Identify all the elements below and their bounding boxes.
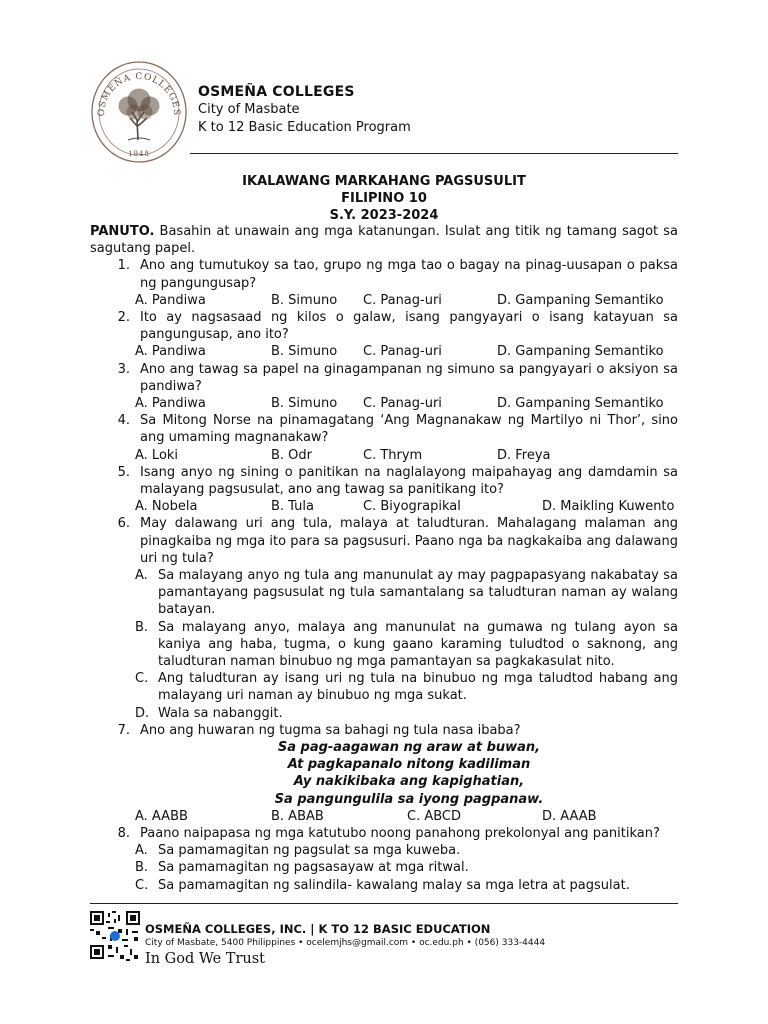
question-number: 7.	[117, 722, 130, 738]
question-text: Isang anyo ng sining o panitikan na naglalayong maipahayag ang damdamin sa malayang pagsusulat, ano ang tawag sa panitikang ito?	[140, 464, 678, 497]
choice-b: B. Odr	[271, 447, 313, 463]
question-item	[90, 412, 678, 446]
choice-c: C. Panag-uri	[363, 344, 442, 360]
question-item	[90, 257, 678, 291]
choice-a: A. Pandiwa	[135, 344, 206, 360]
choice-a: A. Loki	[135, 447, 179, 463]
choice-c: C. Panag-uri	[363, 292, 442, 308]
poem-line: Sa pag-aagawan ng araw at buwan,	[277, 740, 541, 756]
footer-divider	[90, 903, 678, 904]
svg-text:1948: 1948	[128, 150, 150, 158]
school-seal-logo	[90, 60, 188, 164]
qr-code-icon	[90, 911, 140, 963]
footer-motto: In God We Trust	[145, 951, 266, 967]
choice-d: D. Gampaning Semantiko	[497, 396, 664, 411]
option-text: Ang taludturan ay isang uri ng tula na binubuo ng mga taludtod habang ang malayang uri naman ay binubuo ng mga sukat.	[158, 671, 678, 704]
option-text: Sa malayang anyo ng tula ang manunulat ay may pagpapasyang nakabatay sa pamantayang pagsusulat ng tula samantalang sa taludturan naman ay walang batayan.	[158, 567, 678, 618]
exam-title: IKALAWANG MARKAHANG PAGSUSULIT	[242, 174, 526, 189]
choice-row	[135, 498, 678, 515]
choice-c: C. Thrym	[363, 447, 423, 463]
option-letter: D.	[135, 705, 150, 721]
choice-row	[135, 395, 678, 412]
question-text: May dalawang uri ang tula, malaya at taludturan. Mahalagang malaman ang pinagkaiba ng mga ito para sa pagsusuri. Paano nga ba nagkakaiba ang dalawang uri ng tula?	[140, 516, 678, 566]
question-item	[90, 515, 678, 567]
svg-text:OSMEÑA COLLEGES: OSMEÑA COLLEGES	[96, 71, 182, 117]
poem-line: At pagkapanalo nitong kadiliman	[287, 757, 531, 773]
choice-c: C. ABCD	[407, 808, 462, 824]
option-letter: B.	[135, 619, 149, 635]
choice-b: B. Simuno	[271, 292, 338, 308]
question-number: 4.	[117, 413, 130, 429]
choice-c: C. Biyograpikal	[363, 499, 461, 515]
option-text: Sa pamamagitan ng salindila- kawalang malay sa mga letra at pagsulat.	[158, 877, 630, 893]
choice-row	[135, 343, 678, 360]
school-header	[198, 83, 411, 137]
header-divider	[190, 153, 678, 154]
school-name: OSMEÑA COLLEGES	[198, 84, 355, 100]
option-letter: C.	[135, 877, 149, 893]
question-number: 5.	[117, 464, 130, 480]
choice-a: A. Pandiwa	[135, 292, 206, 308]
exam-body	[90, 223, 678, 894]
school-city: City of Masbate	[198, 102, 300, 117]
option-item	[135, 877, 678, 894]
question-item	[90, 464, 678, 498]
question-text: Ito ay nagsasaad ng kilos o galaw, isang pangyayari o isang katayuan sa pangungusap, ano ito?	[140, 310, 678, 343]
question-number: 1.	[117, 258, 130, 274]
option-text: Sa pamamagitan ng pagsulat sa mga kuweba.	[158, 843, 461, 859]
question-item	[90, 361, 678, 395]
question-text: Sa Mitong Norse na pinamagatang ‘Ang Magnanakaw ng Martilyo ni Thor’, sino ang umaming magnanakaw?	[140, 413, 678, 446]
footer	[145, 922, 545, 969]
instructions-label: PANUTO.	[90, 224, 155, 239]
question-text: Ano ang tumutukoy sa tao, grupo ng mga tao o bagay na pinag-uusapan o paksa ng pangungusap?	[140, 258, 678, 291]
choice-d: D. Freya	[497, 447, 551, 463]
exam-titles	[90, 173, 678, 224]
question-item	[90, 309, 678, 343]
option-text: Sa pamamagitan ng pagsasayaw at mga ritwal.	[158, 860, 469, 876]
option-item	[135, 705, 678, 722]
choice-d: D. Maikling Kuwento	[542, 499, 675, 515]
option-item	[135, 842, 678, 859]
choice-b: B. ABAB	[271, 808, 324, 824]
school-program: K to 12 Basic Education Program	[198, 120, 411, 135]
poem-line: Sa pangungulila sa iyong pagpanaw.	[274, 791, 544, 807]
question-number: 3.	[117, 361, 130, 377]
question-text: Paano naipapasa ng mga katutubo noong panahong prekolonyal ang panitikan?	[140, 826, 660, 842]
option-item	[135, 619, 678, 671]
footer-school-name: OSMEÑA COLLEGES, INC. | K TO 12 BASIC EDUCATION	[145, 922, 491, 936]
option-text: Sa malayang anyo, malaya ang manunulat na gumawa ng tulang ayon sa kaniya ang haba, tugma, o kung gaano karaming tuludtod o saknong, ang taludturan naman binubuo ng mga pamantayan sa pagkakasulat nito.	[158, 619, 678, 669]
instructions	[90, 223, 678, 257]
option-letter: A.	[135, 567, 148, 583]
option-item	[135, 670, 678, 704]
exam-subject: FILIPINO 10	[341, 191, 427, 206]
poem-excerpt	[140, 739, 678, 808]
question-number: 2.	[117, 310, 130, 325]
footer-address: City of Masbate, 5400 Philippines • ocelemjhs@gmail.com • oc.edu.ph • (056) 333-4444	[145, 938, 546, 948]
question-number: 8.	[117, 826, 130, 842]
option-letter: B.	[135, 860, 149, 876]
choice-a: A. Nobela	[135, 499, 198, 515]
choice-a: A. Pandiwa	[135, 396, 206, 411]
choice-a: A. AABB	[135, 808, 188, 824]
option-item	[135, 859, 678, 876]
question-text: Ano ang tawag sa papel na ginagampanan ng simuno sa pangyayari o aksiyon sa pandiwa?	[140, 361, 678, 394]
question-item	[90, 722, 678, 739]
option-item	[135, 567, 678, 619]
choice-d: D. AAAB	[542, 808, 597, 824]
choice-row	[135, 447, 678, 464]
question-item	[90, 825, 678, 842]
question-text: Ano ang huwaran ng tugma sa bahagi ng tula nasa ibaba?	[140, 722, 521, 738]
exam-school-year: S.Y. 2023-2024	[329, 208, 439, 223]
choice-b: B. Tula	[271, 499, 314, 515]
choice-b: B. Simuno	[271, 396, 338, 411]
question-number: 6.	[117, 516, 130, 532]
choice-d: D. Gampaning Semantiko	[497, 344, 664, 360]
choice-row	[135, 808, 678, 825]
option-letter: A.	[135, 843, 148, 859]
choice-c: C. Panag-uri	[363, 396, 442, 411]
instructions-text: Basahin at unawain ang mga katanungan. Isulat ang titik ng tamang sagot sa sagutang papel.	[90, 224, 678, 257]
poem-line: Ay nakikibaka ang kapighatian,	[293, 774, 525, 790]
choice-d: D. Gampaning Semantiko	[497, 292, 664, 308]
option-letter: C.	[135, 671, 149, 687]
option-text: Wala sa nabanggit.	[158, 705, 283, 721]
choice-b: B. Simuno	[271, 344, 338, 360]
choice-row	[135, 292, 678, 309]
